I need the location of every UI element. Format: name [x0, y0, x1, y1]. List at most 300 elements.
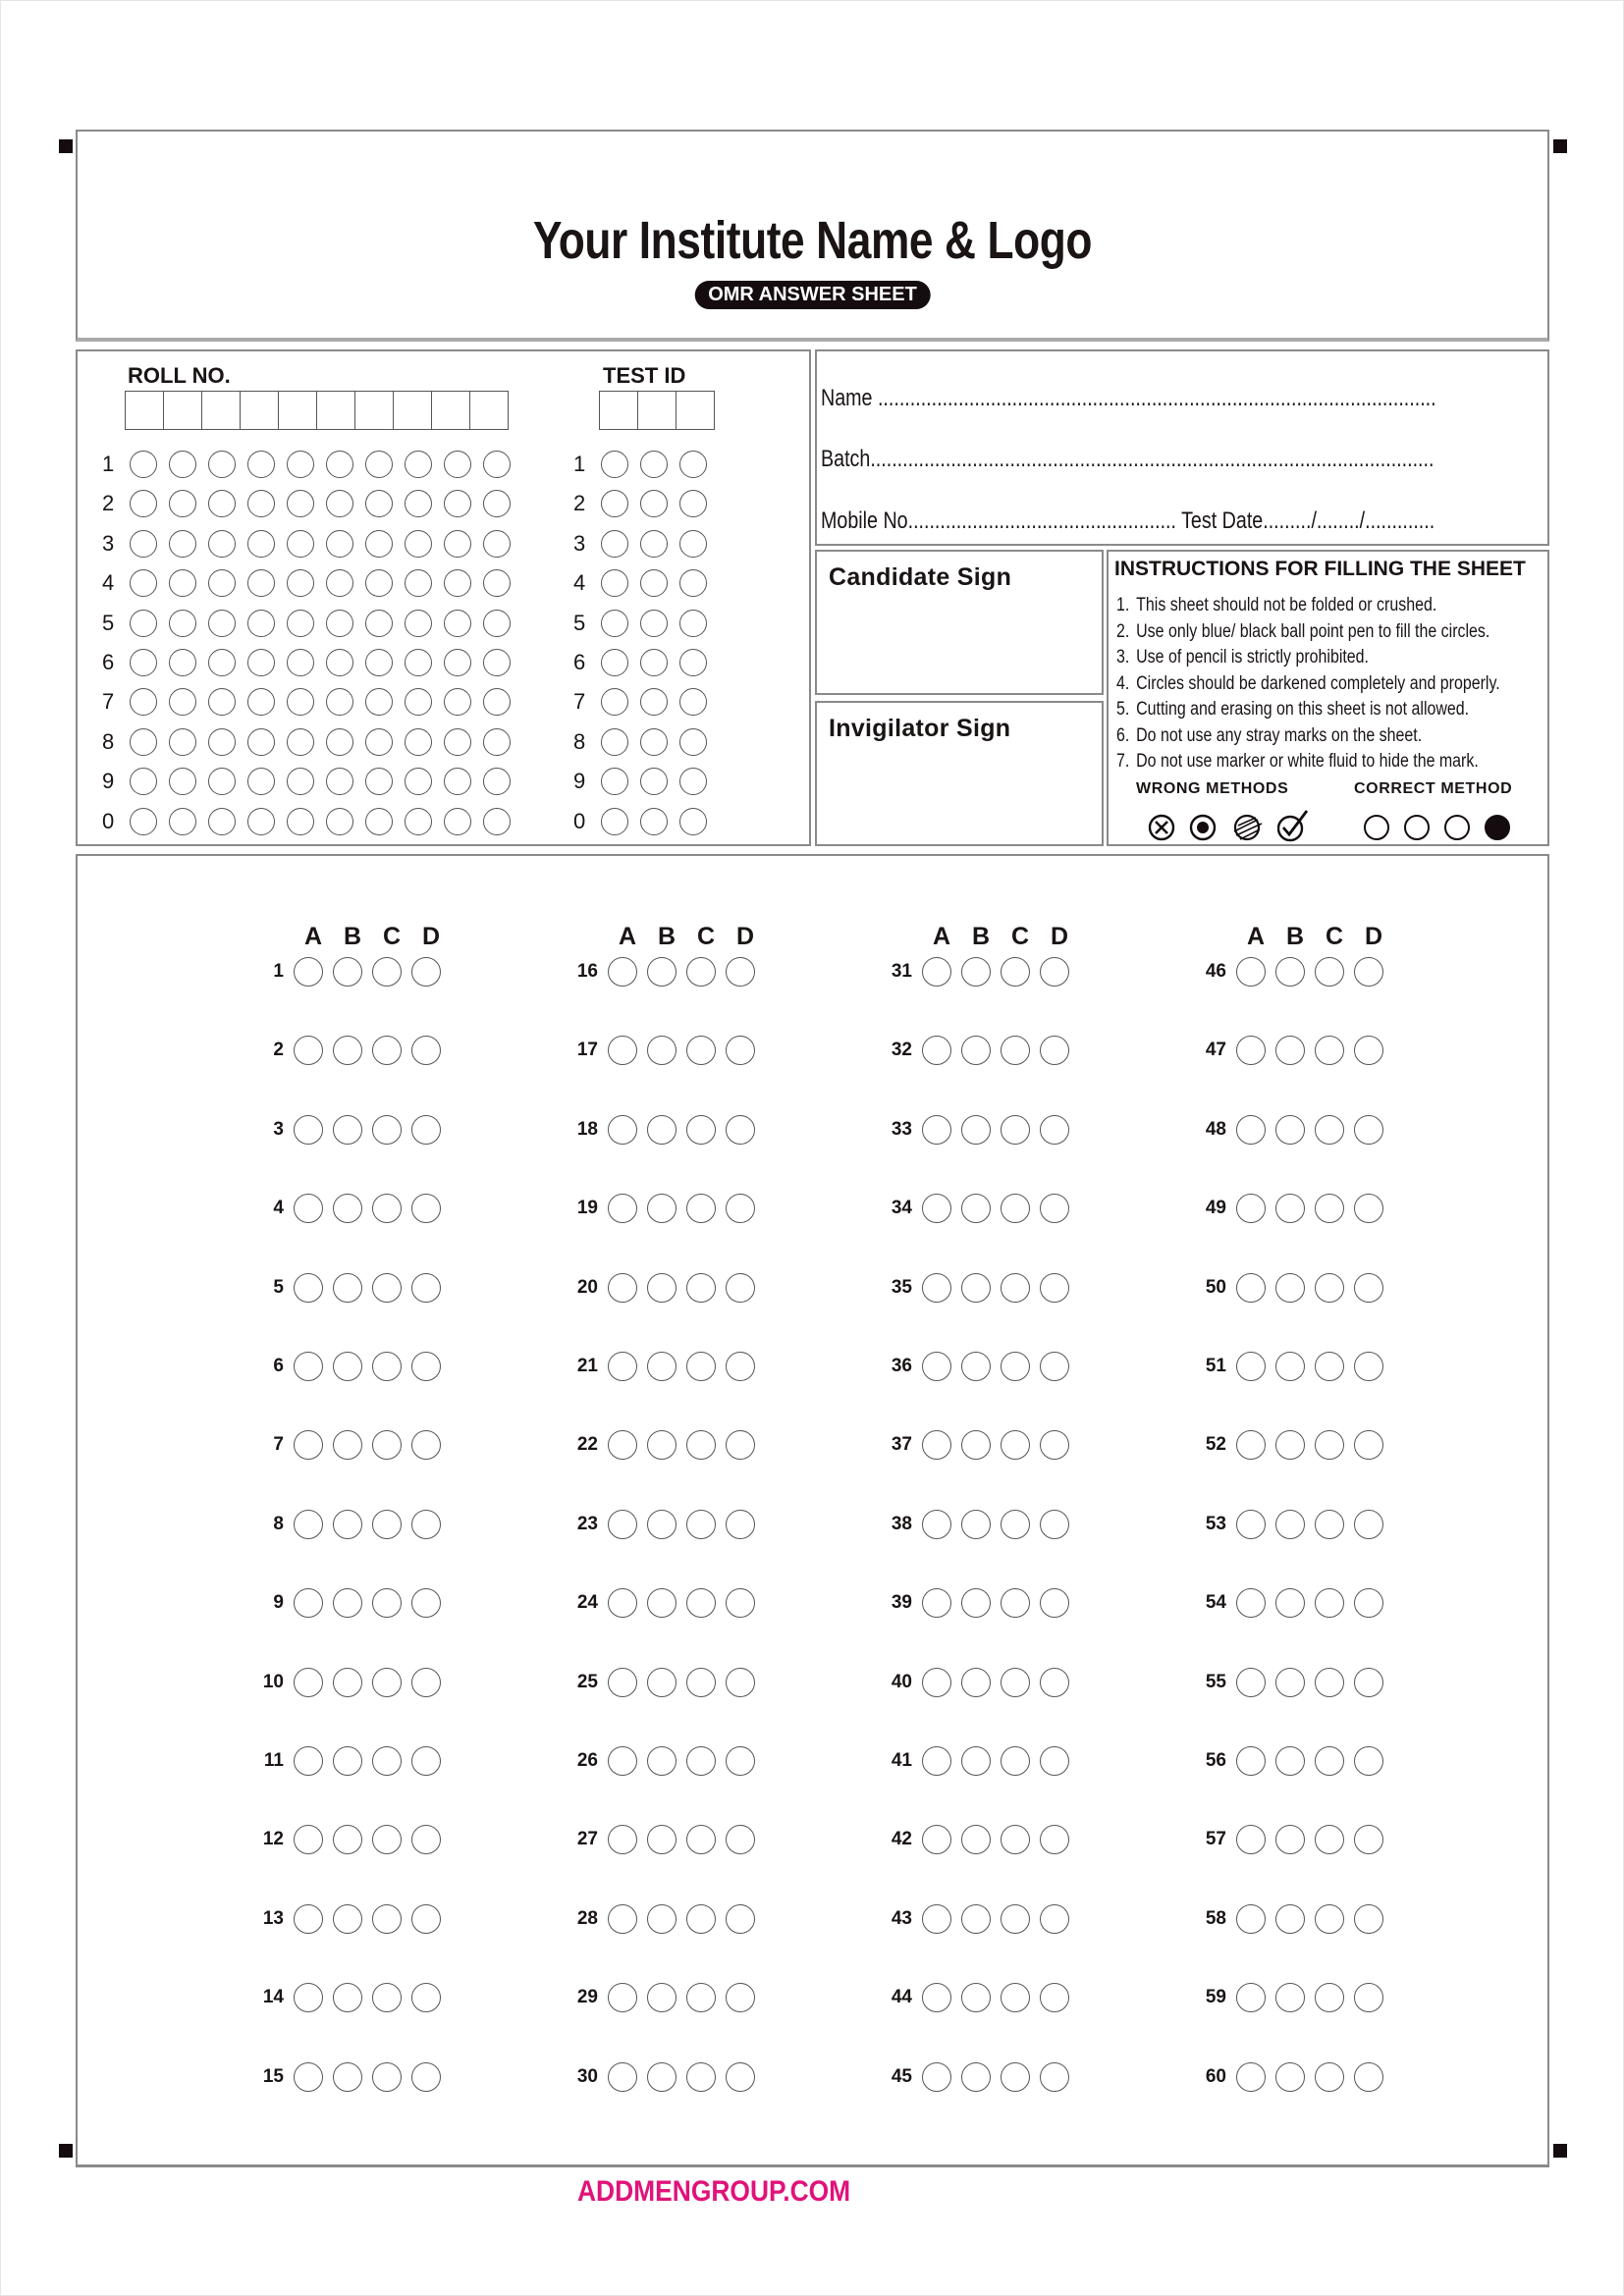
answer-bubble[interactable] — [1275, 1194, 1305, 1223]
answer-bubble[interactable] — [372, 1904, 402, 1934]
roll-no-bubble[interactable] — [169, 569, 196, 597]
answer-bubble[interactable] — [686, 957, 716, 987]
answer-bubble[interactable] — [1354, 1115, 1383, 1145]
answer-bubble[interactable] — [1275, 1036, 1305, 1065]
answer-bubble[interactable] — [372, 1194, 402, 1223]
answer-bubble[interactable] — [1001, 1510, 1030, 1539]
test-id-bubble[interactable] — [640, 688, 668, 716]
answer-bubble[interactable] — [1275, 1668, 1305, 1697]
answer-bubble[interactable] — [1001, 1904, 1030, 1934]
answer-bubble[interactable] — [726, 1588, 755, 1618]
answer-bubble[interactable] — [608, 2062, 637, 2092]
answer-bubble[interactable] — [333, 1036, 362, 1065]
roll-no-bubble[interactable] — [365, 569, 393, 597]
answer-bubble[interactable] — [961, 1668, 991, 1697]
answer-bubble[interactable] — [1354, 1510, 1383, 1539]
roll-no-bubble[interactable] — [208, 490, 236, 517]
roll-no-bubble[interactable] — [130, 728, 157, 756]
answer-bubble[interactable] — [1315, 1430, 1344, 1460]
answer-bubble[interactable] — [1315, 1194, 1344, 1223]
answer-bubble[interactable] — [1236, 1983, 1266, 2012]
roll-no-bubble[interactable] — [326, 451, 353, 478]
answer-bubble[interactable] — [922, 1983, 951, 2012]
answer-bubble[interactable] — [922, 1588, 951, 1618]
answer-bubble[interactable] — [333, 1430, 362, 1460]
test-id-bubble[interactable] — [679, 610, 707, 637]
answer-bubble[interactable] — [294, 1430, 323, 1460]
answer-bubble[interactable] — [1275, 1983, 1305, 2012]
answer-bubble[interactable] — [1236, 1352, 1266, 1381]
roll-no-bubble[interactable] — [444, 451, 471, 478]
answer-bubble[interactable] — [1040, 1510, 1069, 1539]
answer-bubble[interactable] — [686, 1510, 716, 1539]
answer-bubble[interactable] — [686, 1115, 716, 1145]
answer-bubble[interactable] — [1236, 957, 1266, 987]
footer-website[interactable]: ADDMENGROUP.COM — [576, 2175, 851, 2208]
answer-bubble[interactable] — [922, 1746, 951, 1776]
roll-no-bubble[interactable] — [169, 728, 196, 756]
answer-bubble[interactable] — [411, 1746, 441, 1776]
roll-no-bubble[interactable] — [247, 649, 275, 676]
roll-no-bubble[interactable] — [365, 728, 393, 756]
answer-bubble[interactable] — [294, 1273, 323, 1303]
answer-bubble[interactable] — [333, 1273, 362, 1303]
roll-no-bubble[interactable] — [326, 768, 353, 795]
answer-bubble[interactable] — [686, 1194, 716, 1223]
test-id-bubble[interactable] — [679, 768, 707, 795]
roll-no-bubble[interactable] — [247, 688, 275, 716]
answer-bubble[interactable] — [647, 1194, 677, 1223]
answer-bubble[interactable] — [647, 1668, 677, 1697]
answer-bubble[interactable] — [608, 1983, 637, 2012]
roll-no-bubble[interactable] — [444, 768, 471, 795]
answer-bubble[interactable] — [1315, 1510, 1344, 1539]
answer-bubble[interactable] — [726, 1983, 755, 2012]
answer-bubble[interactable] — [1315, 1825, 1344, 1854]
answer-bubble[interactable] — [726, 1904, 755, 1934]
answer-bubble[interactable] — [411, 1983, 441, 2012]
answer-bubble[interactable] — [608, 1904, 637, 1934]
answer-bubble[interactable] — [1001, 1746, 1030, 1776]
roll-no-bubble[interactable] — [130, 610, 157, 637]
test-id-digit-box[interactable] — [599, 391, 638, 430]
answer-bubble[interactable] — [333, 957, 362, 987]
answer-bubble[interactable] — [1275, 1115, 1305, 1145]
answer-bubble[interactable] — [1040, 1746, 1069, 1776]
roll-no-bubble[interactable] — [405, 569, 432, 597]
answer-bubble[interactable] — [922, 2062, 951, 2092]
name-field[interactable] — [821, 385, 1542, 412]
test-id-bubble[interactable] — [679, 490, 707, 517]
answer-bubble[interactable] — [411, 957, 441, 987]
roll-no-bubble[interactable] — [287, 569, 314, 597]
answer-bubble[interactable] — [1236, 1036, 1266, 1065]
answer-bubble[interactable] — [294, 1668, 323, 1697]
roll-no-bubble[interactable] — [483, 768, 511, 795]
answer-bubble[interactable] — [1354, 1588, 1383, 1618]
answer-bubble[interactable] — [1040, 1668, 1069, 1697]
roll-no-bubble[interactable] — [208, 808, 236, 835]
answer-bubble[interactable] — [922, 1036, 951, 1065]
answer-bubble[interactable] — [1040, 1904, 1069, 1934]
answer-bubble[interactable] — [333, 1115, 362, 1145]
answer-bubble[interactable] — [372, 1036, 402, 1065]
test-id-bubble[interactable] — [640, 569, 668, 597]
answer-bubble[interactable] — [411, 1904, 441, 1934]
answer-bubble[interactable] — [1354, 1983, 1383, 2012]
roll-no-bubble[interactable] — [208, 530, 236, 558]
answer-bubble[interactable] — [726, 1036, 755, 1065]
answer-bubble[interactable] — [726, 1825, 755, 1854]
answer-bubble[interactable] — [333, 1588, 362, 1618]
answer-bubble[interactable] — [1040, 1352, 1069, 1381]
roll-no-bubble[interactable] — [405, 451, 432, 478]
answer-bubble[interactable] — [647, 1588, 677, 1618]
test-id-bubble[interactable] — [640, 530, 668, 558]
answer-bubble[interactable] — [1040, 1115, 1069, 1145]
answer-bubble[interactable] — [372, 1668, 402, 1697]
roll-no-bubble[interactable] — [247, 530, 275, 558]
roll-no-bubble[interactable] — [405, 728, 432, 756]
answer-bubble[interactable] — [961, 2062, 991, 2092]
answer-bubble[interactable] — [608, 1510, 637, 1539]
test-id-bubble[interactable] — [640, 768, 668, 795]
answer-bubble[interactable] — [1040, 957, 1069, 987]
answer-bubble[interactable] — [608, 957, 637, 987]
answer-bubble[interactable] — [1236, 1115, 1266, 1145]
roll-no-bubble[interactable] — [169, 768, 196, 795]
roll-no-digit-box[interactable] — [163, 391, 202, 430]
roll-no-bubble[interactable] — [130, 569, 157, 597]
roll-no-bubble[interactable] — [287, 610, 314, 637]
roll-no-bubble[interactable] — [247, 768, 275, 795]
answer-bubble[interactable] — [333, 1983, 362, 2012]
answer-bubble[interactable] — [1275, 1904, 1305, 1934]
answer-bubble[interactable] — [961, 1904, 991, 1934]
roll-no-bubble[interactable] — [247, 490, 275, 517]
answer-bubble[interactable] — [922, 1273, 951, 1303]
roll-no-bubble[interactable] — [208, 649, 236, 676]
answer-bubble[interactable] — [608, 1036, 637, 1065]
roll-no-bubble[interactable] — [287, 728, 314, 756]
answer-bubble[interactable] — [1315, 1983, 1344, 2012]
answer-bubble[interactable] — [686, 1668, 716, 1697]
answer-bubble[interactable] — [922, 1352, 951, 1381]
answer-bubble[interactable] — [961, 1194, 991, 1223]
answer-bubble[interactable] — [1040, 2062, 1069, 2092]
answer-bubble[interactable] — [961, 1825, 991, 1854]
answer-bubble[interactable] — [647, 2062, 677, 2092]
answer-bubble[interactable] — [294, 1352, 323, 1381]
roll-no-bubble[interactable] — [247, 610, 275, 637]
answer-bubble[interactable] — [294, 1194, 323, 1223]
roll-no-bubble[interactable] — [444, 530, 471, 558]
answer-bubble[interactable] — [647, 1352, 677, 1381]
roll-no-bubble[interactable] — [169, 451, 196, 478]
roll-no-bubble[interactable] — [208, 610, 236, 637]
invigilator-sign-box[interactable] — [815, 701, 1104, 846]
answer-bubble[interactable] — [1354, 1904, 1383, 1934]
answer-bubble[interactable] — [1275, 1825, 1305, 1854]
answer-bubble[interactable] — [411, 1115, 441, 1145]
roll-no-digit-box[interactable] — [125, 391, 164, 430]
roll-no-bubble[interactable] — [483, 569, 511, 597]
answer-bubble[interactable] — [1001, 1194, 1030, 1223]
answer-bubble[interactable] — [1354, 1746, 1383, 1776]
answer-bubble[interactable] — [922, 1668, 951, 1697]
answer-bubble[interactable] — [647, 1904, 677, 1934]
answer-bubble[interactable] — [1236, 1746, 1266, 1776]
roll-no-bubble[interactable] — [365, 610, 393, 637]
answer-bubble[interactable] — [1001, 1825, 1030, 1854]
test-id-bubble[interactable] — [640, 649, 668, 676]
roll-no-bubble[interactable] — [326, 610, 353, 637]
answer-bubble[interactable] — [1040, 1036, 1069, 1065]
answer-bubble[interactable] — [1315, 957, 1344, 987]
test-id-bubble[interactable] — [679, 688, 707, 716]
answer-bubble[interactable] — [1275, 957, 1305, 987]
roll-no-bubble[interactable] — [483, 728, 511, 756]
answer-bubble[interactable] — [726, 1746, 755, 1776]
roll-no-digit-box[interactable] — [316, 391, 355, 430]
roll-no-digit-box[interactable] — [431, 391, 470, 430]
answer-bubble[interactable] — [372, 1588, 402, 1618]
answer-bubble[interactable] — [647, 1273, 677, 1303]
answer-bubble[interactable] — [1275, 1588, 1305, 1618]
answer-bubble[interactable] — [961, 1430, 991, 1460]
answer-bubble[interactable] — [726, 957, 755, 987]
roll-no-bubble[interactable] — [483, 610, 511, 637]
answer-bubble[interactable] — [1040, 1273, 1069, 1303]
answer-bubble[interactable] — [294, 1904, 323, 1934]
answer-bubble[interactable] — [608, 1746, 637, 1776]
roll-no-bubble[interactable] — [444, 808, 471, 835]
answer-bubble[interactable] — [686, 1036, 716, 1065]
test-id-bubble[interactable] — [601, 490, 628, 517]
answer-bubble[interactable] — [1315, 1036, 1344, 1065]
roll-no-bubble[interactable] — [287, 649, 314, 676]
answer-bubble[interactable] — [294, 1983, 323, 2012]
answer-bubble[interactable] — [922, 1430, 951, 1460]
roll-no-bubble[interactable] — [444, 490, 471, 517]
roll-no-bubble[interactable] — [247, 569, 275, 597]
answer-bubble[interactable] — [1315, 1904, 1344, 1934]
test-id-bubble[interactable] — [679, 649, 707, 676]
test-id-bubble[interactable] — [679, 569, 707, 597]
answer-bubble[interactable] — [411, 1273, 441, 1303]
answer-bubble[interactable] — [294, 1510, 323, 1539]
roll-no-bubble[interactable] — [365, 530, 393, 558]
answer-bubble[interactable] — [411, 1668, 441, 1697]
test-id-bubble[interactable] — [679, 530, 707, 558]
answer-bubble[interactable] — [1236, 2062, 1266, 2092]
test-id-bubble[interactable] — [601, 768, 628, 795]
answer-bubble[interactable] — [411, 1510, 441, 1539]
roll-no-bubble[interactable] — [169, 610, 196, 637]
answer-bubble[interactable] — [333, 1904, 362, 1934]
answer-bubble[interactable] — [1001, 1273, 1030, 1303]
answer-bubble[interactable] — [1354, 1430, 1383, 1460]
test-id-bubble[interactable] — [601, 610, 628, 637]
roll-no-bubble[interactable] — [287, 768, 314, 795]
roll-no-bubble[interactable] — [169, 530, 196, 558]
answer-bubble[interactable] — [961, 1983, 991, 2012]
answer-bubble[interactable] — [1001, 1430, 1030, 1460]
roll-no-bubble[interactable] — [130, 768, 157, 795]
answer-bubble[interactable] — [1236, 1668, 1266, 1697]
roll-no-bubble[interactable] — [169, 688, 196, 716]
roll-no-bubble[interactable] — [326, 808, 353, 835]
answer-bubble[interactable] — [1275, 1430, 1305, 1460]
answer-bubble[interactable] — [372, 1273, 402, 1303]
answer-bubble[interactable] — [1315, 1668, 1344, 1697]
answer-bubble[interactable] — [608, 1115, 637, 1145]
answer-bubble[interactable] — [922, 1510, 951, 1539]
roll-no-bubble[interactable] — [483, 808, 511, 835]
answer-bubble[interactable] — [686, 2062, 716, 2092]
roll-no-bubble[interactable] — [287, 490, 314, 517]
answer-bubble[interactable] — [1275, 2062, 1305, 2092]
answer-bubble[interactable] — [686, 1430, 716, 1460]
answer-bubble[interactable] — [294, 1746, 323, 1776]
answer-bubble[interactable] — [726, 1510, 755, 1539]
answer-bubble[interactable] — [372, 1983, 402, 2012]
roll-no-bubble[interactable] — [169, 808, 196, 835]
roll-no-bubble[interactable] — [365, 688, 393, 716]
answer-bubble[interactable] — [608, 1194, 637, 1223]
roll-no-bubble[interactable] — [326, 530, 353, 558]
answer-bubble[interactable] — [372, 1510, 402, 1539]
answer-bubble[interactable] — [686, 1588, 716, 1618]
answer-bubble[interactable] — [726, 1115, 755, 1145]
answer-bubble[interactable] — [333, 1510, 362, 1539]
roll-no-digit-box[interactable] — [393, 391, 432, 430]
test-id-digit-box[interactable] — [676, 391, 715, 430]
answer-bubble[interactable] — [608, 1668, 637, 1697]
roll-no-bubble[interactable] — [483, 530, 511, 558]
roll-no-bubble[interactable] — [208, 768, 236, 795]
test-id-bubble[interactable] — [601, 530, 628, 558]
answer-bubble[interactable] — [1001, 1668, 1030, 1697]
answer-bubble[interactable] — [1354, 1352, 1383, 1381]
answer-bubble[interactable] — [1315, 1746, 1344, 1776]
answer-bubble[interactable] — [961, 1352, 991, 1381]
roll-no-bubble[interactable] — [405, 688, 432, 716]
answer-bubble[interactable] — [608, 1825, 637, 1854]
answer-bubble[interactable] — [333, 1194, 362, 1223]
test-id-bubble[interactable] — [601, 728, 628, 756]
roll-no-bubble[interactable] — [326, 569, 353, 597]
answer-bubble[interactable] — [686, 1746, 716, 1776]
roll-no-bubble[interactable] — [130, 649, 157, 676]
answer-bubble[interactable] — [1354, 2062, 1383, 2092]
answer-bubble[interactable] — [372, 1430, 402, 1460]
answer-bubble[interactable] — [294, 1115, 323, 1145]
answer-bubble[interactable] — [608, 1352, 637, 1381]
test-id-bubble[interactable] — [640, 610, 668, 637]
answer-bubble[interactable] — [1354, 1273, 1383, 1303]
answer-bubble[interactable] — [1315, 1115, 1344, 1145]
roll-no-bubble[interactable] — [444, 688, 471, 716]
roll-no-bubble[interactable] — [365, 451, 393, 478]
answer-bubble[interactable] — [1040, 1430, 1069, 1460]
answer-bubble[interactable] — [294, 1036, 323, 1065]
answer-bubble[interactable] — [1236, 1904, 1266, 1934]
roll-no-bubble[interactable] — [169, 649, 196, 676]
answer-bubble[interactable] — [333, 2062, 362, 2092]
roll-no-bubble[interactable] — [130, 808, 157, 835]
answer-bubble[interactable] — [1001, 1036, 1030, 1065]
answer-bubble[interactable] — [1315, 1352, 1344, 1381]
answer-bubble[interactable] — [1315, 1273, 1344, 1303]
answer-bubble[interactable] — [1001, 957, 1030, 987]
answer-bubble[interactable] — [647, 1430, 677, 1460]
answer-bubble[interactable] — [686, 1273, 716, 1303]
answer-bubble[interactable] — [1040, 1983, 1069, 2012]
roll-no-bubble[interactable] — [365, 808, 393, 835]
answer-bubble[interactable] — [608, 1273, 637, 1303]
answer-bubble[interactable] — [333, 1668, 362, 1697]
answer-bubble[interactable] — [1236, 1194, 1266, 1223]
answer-bubble[interactable] — [1236, 1825, 1266, 1854]
test-id-bubble[interactable] — [640, 808, 668, 835]
answer-bubble[interactable] — [1315, 1588, 1344, 1618]
answer-bubble[interactable] — [294, 2062, 323, 2092]
answer-bubble[interactable] — [1354, 1825, 1383, 1854]
answer-bubble[interactable] — [1236, 1430, 1266, 1460]
roll-no-bubble[interactable] — [130, 451, 157, 478]
answer-bubble[interactable] — [1040, 1194, 1069, 1223]
batch-field[interactable] — [821, 446, 1542, 473]
answer-bubble[interactable] — [1236, 1273, 1266, 1303]
test-id-bubble[interactable] — [640, 490, 668, 517]
answer-bubble[interactable] — [372, 1115, 402, 1145]
test-id-bubble[interactable] — [679, 808, 707, 835]
roll-no-bubble[interactable] — [444, 610, 471, 637]
answer-bubble[interactable] — [372, 1746, 402, 1776]
answer-bubble[interactable] — [1275, 1352, 1305, 1381]
answer-bubble[interactable] — [333, 1825, 362, 1854]
roll-no-bubble[interactable] — [405, 530, 432, 558]
answer-bubble[interactable] — [372, 2062, 402, 2092]
answer-bubble[interactable] — [294, 1825, 323, 1854]
answer-bubble[interactable] — [1236, 1510, 1266, 1539]
answer-bubble[interactable] — [372, 1825, 402, 1854]
answer-bubble[interactable] — [726, 2062, 755, 2092]
roll-no-bubble[interactable] — [365, 649, 393, 676]
roll-no-bubble[interactable] — [483, 649, 511, 676]
roll-no-bubble[interactable] — [405, 649, 432, 676]
answer-bubble[interactable] — [411, 1352, 441, 1381]
answer-bubble[interactable] — [1354, 1194, 1383, 1223]
test-id-digit-box[interactable] — [637, 391, 677, 430]
answer-bubble[interactable] — [1275, 1746, 1305, 1776]
test-id-bubble[interactable] — [601, 688, 628, 716]
answer-bubble[interactable] — [922, 1115, 951, 1145]
roll-no-bubble[interactable] — [444, 728, 471, 756]
answer-bubble[interactable] — [1354, 1036, 1383, 1065]
roll-no-bubble[interactable] — [405, 490, 432, 517]
answer-bubble[interactable] — [922, 1825, 951, 1854]
answer-bubble[interactable] — [647, 1746, 677, 1776]
answer-bubble[interactable] — [608, 1430, 637, 1460]
test-id-bubble[interactable] — [640, 728, 668, 756]
roll-no-digit-box[interactable] — [240, 391, 279, 430]
answer-bubble[interactable] — [1040, 1825, 1069, 1854]
roll-no-bubble[interactable] — [405, 610, 432, 637]
roll-no-bubble[interactable] — [444, 569, 471, 597]
answer-bubble[interactable] — [1315, 2062, 1344, 2092]
